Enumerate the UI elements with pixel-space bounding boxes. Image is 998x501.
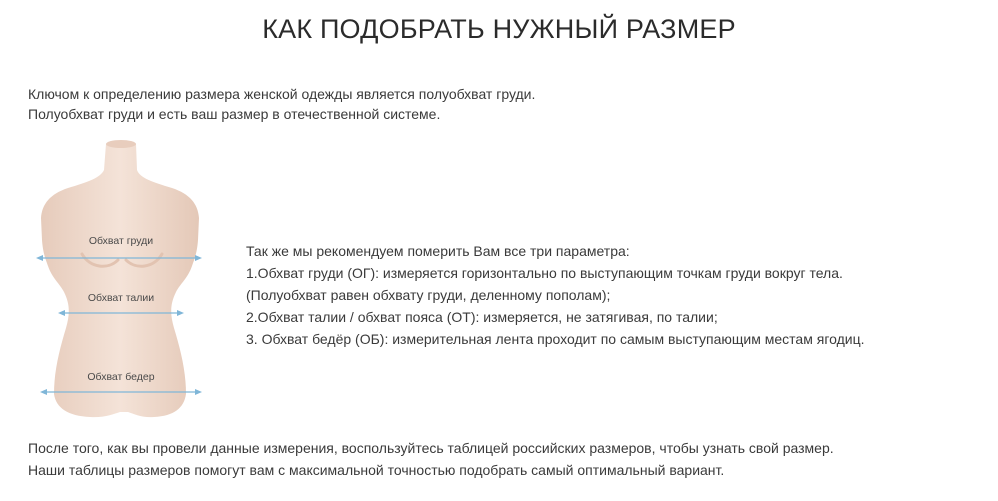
label-chest: Обхват груди xyxy=(88,235,154,247)
params-item-chest-note: (Полуобхват равен обхвату груди, деленному пополам); xyxy=(246,287,611,303)
params-item-chest: 1.Обхват груди (ОГ): измеряется горизонтально по выступающим точкам груди вокруг тела. xyxy=(246,265,843,281)
label-waist: Обхват талии xyxy=(87,292,155,304)
outro-text xyxy=(28,437,978,481)
mannequin-svg xyxy=(34,136,206,426)
outro-line-2: Наши таблицы размеров помогут вам с максимальной точностью подобрать самый оптимальный вариант. xyxy=(28,462,725,478)
params-heading: Так же мы рекомендуем померить Вам все три параметра: xyxy=(246,243,630,259)
page-title: КАК ПОДОБРАТЬ НУЖНЫЙ РАЗМЕР xyxy=(262,14,736,44)
params-item-waist: 2.Обхват талии / обхват пояса (ОТ): измеряется, не затягивая, по талии; xyxy=(246,309,718,325)
measurement-instructions xyxy=(246,240,976,350)
intro-text xyxy=(28,84,968,124)
intro-line-1: Ключом к определению размера женской одежды является полуобхват груди. xyxy=(28,86,536,102)
mannequin-illustration xyxy=(34,136,206,426)
params-item-hips: 3. Обхват бедёр (ОБ): измерительная лента проходит по самым выступающим местам ягодиц. xyxy=(246,331,865,347)
intro-line-2: Полуобхват груди и есть ваш размер в отечественной системе. xyxy=(28,106,441,122)
label-hips: Обхват бедер xyxy=(87,371,155,383)
outro-line-1: После того, как вы провели данные измерения, воспользуйтесь таблицей российских размеров, чтобы узнать свой размер. xyxy=(28,440,834,456)
mannequin-neck-cap xyxy=(106,140,136,148)
